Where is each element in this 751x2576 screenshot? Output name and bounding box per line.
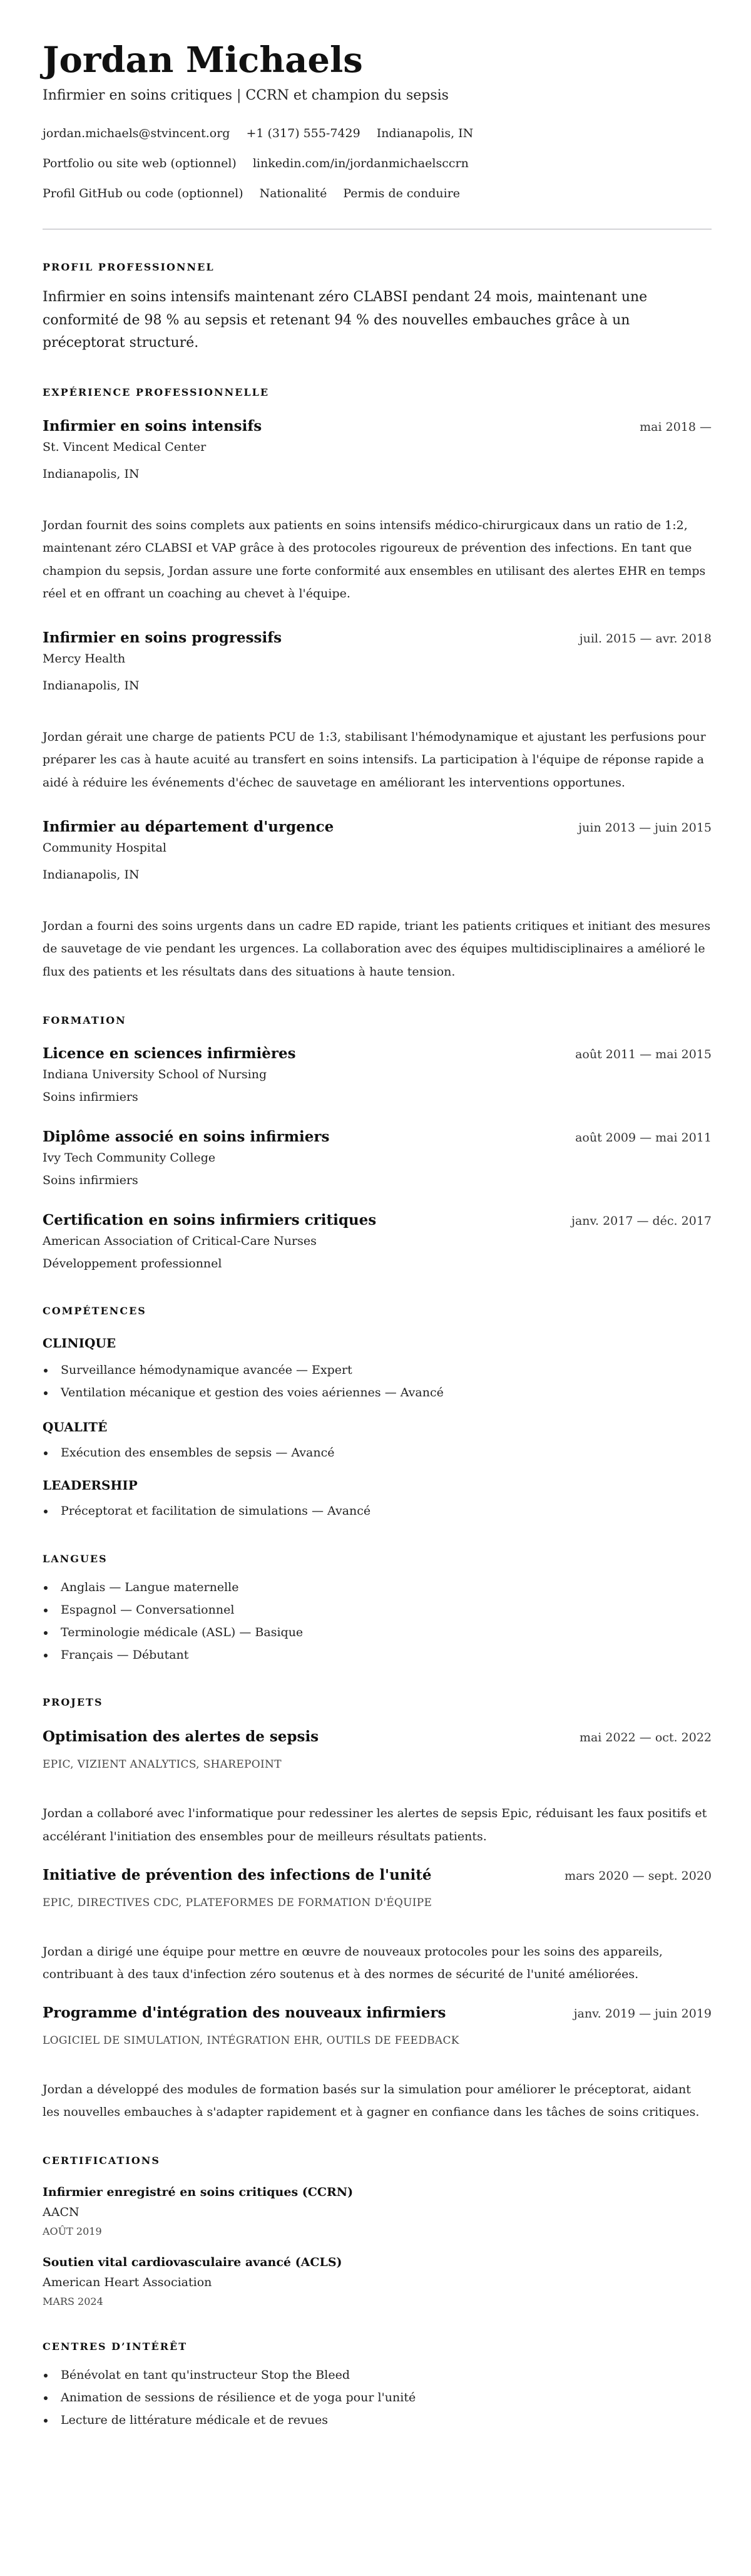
institution: Ivy Tech Community College: [43, 1151, 216, 1165]
section-heading: LANGUES: [43, 1553, 108, 1565]
skill-list: [43, 1500, 712, 1522]
candidate-title: Infirmier en soins critiques | CCRN et champion du sepsis: [43, 88, 449, 103]
project-dates: janv. 2019 — juin 2019: [573, 2006, 712, 2021]
language-item: Français — Débutant: [43, 1644, 712, 1666]
location: Indianapolis, IN: [376, 126, 474, 140]
project-description: Jordan a dirigé une équipe pour mettre en œuvre de nouveaux protocoles pour les soins des appareils, contribuant à des taux d'infection zéro soutenus et à des normes de sécurité de l'unité améliorées.: [43, 1944, 663, 1982]
skill-group-name: QUALITÉ: [43, 1419, 108, 1435]
interests-section: [43, 2339, 712, 2431]
education-dates: janv. 2017 — déc. 2017: [571, 1214, 712, 1229]
language-item: Anglais — Langue maternelle: [43, 1576, 712, 1599]
project-description: Jordan a collaboré avec l'informatique pour redessiner les alertes de sepsis Epic, réduisant les faux positifs et accélérant l'initiation des ensembles pour de meilleurs résultats patients.: [43, 1806, 707, 1844]
job-dates: juil. 2015 — avr. 2018: [579, 631, 712, 646]
project-description: Jordan a développé des modules de formation basés sur la simulation pour améliorer le préceptorat, aidant les nouvelles embauches à s'adapter rapidement et à gagner en confiance dans les tâches de soins critiques.: [43, 2082, 700, 2120]
institution: American Association of Critical-Care Nurses: [43, 1234, 317, 1249]
certification-entry: [43, 2253, 712, 2311]
job-location: Indianapolis, IN: [43, 466, 140, 481]
company: St. Vincent Medical Center: [43, 440, 207, 454]
company: Mercy Health: [43, 651, 126, 666]
summary-section: [43, 260, 712, 355]
summary-text: Infirmier en soins intensifs maintenant zéro CLABSI pendant 24 mois, maintenant une conformité de 98 % au sepsis et retenant 94 % des nouvelles embauches grâce à un préceptorat structuré.: [43, 289, 648, 351]
section-heading: CERTIFICATIONS: [43, 2155, 160, 2166]
skill-group-name: CLINIQUE: [43, 1336, 116, 1351]
degree-title: Licence en sciences infirmières: [43, 1045, 296, 1063]
language-list: [43, 1576, 712, 1666]
certification-issuer: AACN: [43, 2205, 79, 2219]
project-tech: EPIC, VIZIENT ANALYTICS, SHAREPOINT: [43, 1758, 282, 1771]
experience-section: [43, 385, 712, 984]
field-of-study: Soins infirmiers: [43, 1173, 138, 1188]
job-description: Jordan fournit des soins complets aux patients en soins intensifs médico-chirurgicaux dans un ratio de 1:2, maintenant zéro CLABSI et VAP grâce à des protocoles rigoureux de prévention des infections. En tant que champion du sepsis, Jordan assure une forte conformité aux ensembles en utilisant des alertes EHR en temps réel et en offrant un coaching au chevet à l'équipe.: [43, 518, 706, 601]
skill-item: Exécution des ensembles de sepsis — Avancé: [43, 1441, 712, 1464]
institution: Indiana University School of Nursing: [43, 1068, 267, 1082]
resume-header: [43, 40, 712, 209]
field-of-study: Développement professionnel: [43, 1257, 222, 1271]
project-title: Initiative de prévention des infections de l'unité: [43, 1866, 432, 1883]
phone[interactable]: +1 (317) 555-7429: [246, 126, 360, 140]
job-dates: mai 2018 —: [640, 420, 712, 434]
candidate-name: Jordan Michaels: [43, 39, 363, 81]
project-dates: mars 2020 — sept. 2020: [565, 1868, 712, 1883]
section-heading: PROFIL PROFESSIONNEL: [43, 261, 215, 273]
section-heading: FORMATION: [43, 1014, 126, 1027]
language-item: Espagnol — Conversationnel: [43, 1599, 712, 1621]
interest-item: Bénévolat en tant qu'instructeur Stop the Bleed: [43, 2364, 712, 2386]
education-dates: août 2009 — mai 2011: [575, 1131, 712, 1145]
experience-entry: [43, 817, 712, 984]
experience-entry: [43, 416, 712, 605]
project-dates: mai 2022 — oct. 2022: [579, 1731, 712, 1745]
education-section: [43, 1013, 712, 1274]
job-location: Indianapolis, IN: [43, 867, 140, 882]
skills-section: [43, 1304, 712, 1522]
certification-date: MARS 2024: [43, 2295, 103, 2307]
certification-entry: [43, 2183, 712, 2240]
contact-row: [43, 118, 712, 148]
field-of-study: Soins infirmiers: [43, 1090, 138, 1105]
job-title: Infirmier en soins intensifs: [43, 417, 262, 435]
job-title: Infirmier en soins progressifs: [43, 629, 282, 646]
languages-section: [43, 1552, 712, 1666]
education-entry: [43, 1210, 712, 1274]
certifications-section: [43, 2153, 712, 2311]
certification-title: Infirmier enregistré en soins critiques (CCRN): [43, 2185, 354, 2199]
nationality: Nationalité: [259, 187, 327, 200]
contact-info: [43, 118, 712, 209]
section-heading: CENTRES D’INTÉRÊT: [43, 2341, 188, 2352]
project-title: Programme d'intégration des nouveaux infirmiers: [43, 2004, 446, 2021]
drivers-license: Permis de conduire: [343, 187, 461, 200]
job-description: Jordan a fourni des soins urgents dans un cadre ED rapide, triant les patients critiques et initiant des mesures de sauvetage de vie pendant les urgences. La collaboration avec des équipes multidisciplinaires a amélioré le flux des patients et les résultats dans des situations à haute tension.: [43, 919, 711, 979]
experience-entry: [43, 628, 712, 795]
email[interactable]: jordan.michaels@stvincent.org: [43, 126, 230, 140]
education-entry: [43, 1127, 712, 1190]
skill-item: Préceptorat et facilitation de simulations — Avancé: [43, 1500, 712, 1522]
project-tech: EPIC, DIRECTIVES CDC, PLATEFORMES DE FORMATION D'ÉQUIPE: [43, 1896, 432, 1909]
project-entry: [43, 2003, 712, 2124]
header-divider: [43, 229, 712, 230]
project-entry: [43, 1865, 712, 1986]
section-heading: COMPÉTENCES: [43, 1305, 146, 1317]
certification-date: AOÛT 2019: [43, 2225, 102, 2237]
section-heading: PROJETS: [43, 1696, 103, 1709]
skill-item: Surveillance hémodynamique avancée — Expert: [43, 1359, 712, 1381]
certification-title: Soutien vital cardiovasculaire avancé (ACLS): [43, 2255, 342, 2269]
degree-title: Diplôme associé en soins infirmiers: [43, 1128, 330, 1146]
skill-item: Ventilation mécanique et gestion des voies aériennes — Avancé: [43, 1381, 712, 1404]
project-title: Optimisation des alertes de sepsis: [43, 1728, 319, 1746]
education-entry: [43, 1044, 712, 1107]
job-dates: juin 2013 — juin 2015: [578, 820, 712, 835]
language-item: Terminologie médicale (ASL) — Basique: [43, 1621, 712, 1644]
interest-list: [43, 2364, 712, 2431]
project-entry: [43, 1727, 712, 1848]
company: Community Hospital: [43, 840, 167, 855]
job-description: Jordan gérait une charge de patients PCU de 1:3, stabilisant l'hémodynamique et ajustant les perfusions pour préparer les cas à haute acuité au transfert en soins intensifs. La participation à l'équipe de réponse rapide a aidé à réduire les événements d'échec de sauvetage en améliorant les interventions opportunes.: [43, 729, 706, 790]
job-title: Infirmier au département d'urgence: [43, 818, 334, 835]
project-tech: LOGICIEL DE SIMULATION, INTÉGRATION EHR, OUTILS DE FEEDBACK: [43, 2034, 459, 2047]
skill-list: [43, 1359, 712, 1404]
github-link[interactable]: Profil GitHub ou code (optionnel): [43, 187, 243, 200]
certification-issuer: American Heart Association: [43, 2275, 212, 2289]
contact-row: [43, 178, 712, 209]
portfolio-link[interactable]: Portfolio ou site web (optionnel): [43, 157, 237, 170]
section-heading: EXPÉRIENCE PROFESSIONNELLE: [43, 386, 270, 398]
interest-item: Lecture de littérature médicale et de revues: [43, 2409, 712, 2431]
linkedin-link[interactable]: linkedin.com/in/jordanmichaelsccrn: [252, 157, 469, 170]
projects-section: [43, 1695, 712, 2124]
contact-row: [43, 148, 712, 178]
interest-item: Animation de sessions de résilience et de yoga pour l'unité: [43, 2386, 712, 2409]
skill-list: [43, 1441, 712, 1464]
job-location: Indianapolis, IN: [43, 678, 140, 693]
degree-title: Certification en soins infirmiers critiques: [43, 1212, 377, 1229]
skill-group-name: LEADERSHIP: [43, 1478, 138, 1493]
education-dates: août 2011 — mai 2015: [575, 1048, 712, 1062]
